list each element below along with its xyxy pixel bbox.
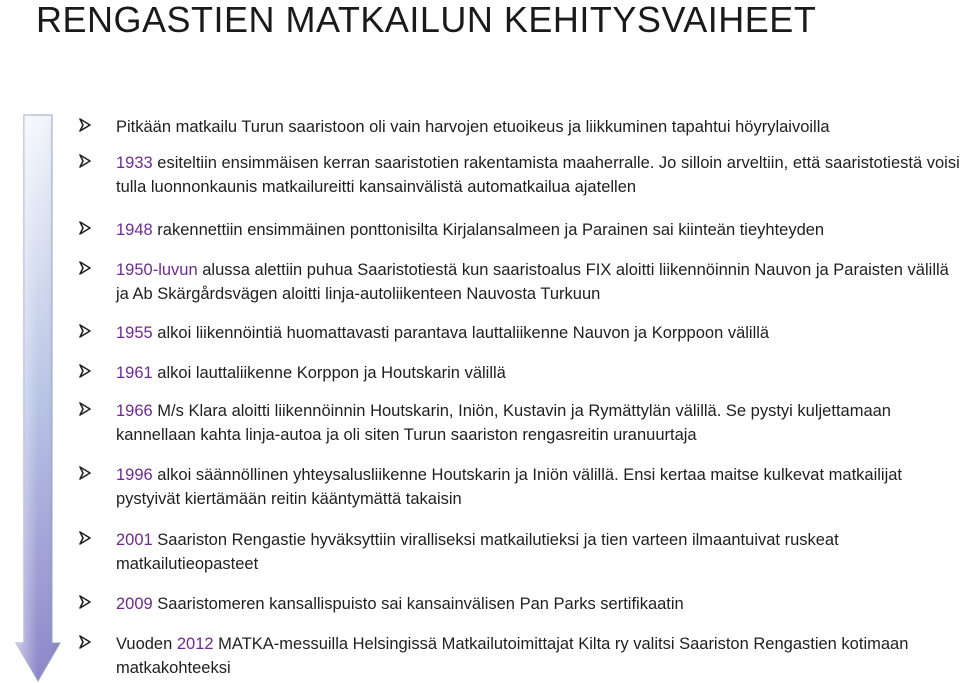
item-year: 1933 bbox=[116, 154, 153, 172]
arrow-bullet-icon bbox=[78, 466, 92, 480]
item-body: MATKA-messuilla Helsingissä Matkailutoimittajat Kilta ry valitsi Saariston Rengastien kotimaan matkakohteeksi bbox=[116, 635, 909, 677]
item-body: alkoi liikennöintiä huomattavasti parantava lauttaliikenne Nauvon ja Korppoon välillä bbox=[152, 324, 770, 342]
item-text bbox=[116, 463, 960, 511]
item-year: 1955 bbox=[116, 324, 153, 342]
item-text bbox=[116, 151, 960, 199]
item-text bbox=[116, 632, 960, 680]
item-year: 2001 bbox=[116, 531, 153, 549]
item-year: 1948 bbox=[116, 221, 153, 239]
item-body: alkoi lauttaliikenne Korppon ja Houtskarin välillä bbox=[152, 364, 506, 382]
item-year: 2012 bbox=[176, 635, 214, 653]
item-text bbox=[116, 321, 960, 345]
arrow-bullet-icon bbox=[78, 531, 92, 545]
item-body: Pitkään matkailu Turun saaristoon oli vain harvojen etuoikeus ja liikkuminen tapahtui höyrylaivoilla bbox=[116, 118, 830, 136]
item-body: Saaristomeren kansallispuisto sai kansainvälisen Pan Parks sertifikaatin bbox=[152, 595, 684, 613]
item-text bbox=[116, 361, 960, 385]
item-body: esiteltiin ensimmäisen kerran saaristotien rakentamista maaherralle. Jo silloin arveltiin, että saaristotiestä voisi tulla luonnonkaunis matkailureitti kansainvälistä automatkailua ajatellen bbox=[116, 154, 960, 196]
item-body: M/s Klara aloitti liikennöinnin Houtskarin, Iniön, Kustavin ja Rymättylän välillä. Se pystyi kuljettamaan kannellaan kahta linja-autoa ja oli siten Turun saariston rengasreitin uranuurtaja bbox=[116, 402, 891, 444]
item-year: 1966 bbox=[116, 402, 153, 420]
arrow-bullet-icon bbox=[78, 635, 92, 649]
arrow-bullet-icon bbox=[78, 324, 92, 338]
item-body: rakennettiin ensimmäinen ponttonisilta Kirjalansalmeen ja Parainen sai kiinteän tieyhteyden bbox=[152, 221, 825, 239]
item-body: Saariston Rengastie hyväksyttiin viralliseksi matkailutieksi ja tien varteen ilmaantuivat ruskeat matkailutieopasteet bbox=[116, 531, 839, 573]
item-year: 1950-luvun bbox=[116, 261, 198, 279]
item-text bbox=[116, 115, 960, 139]
item-text bbox=[116, 218, 960, 242]
arrow-bullet-icon bbox=[78, 364, 92, 378]
item-body: alkoi säännöllinen yhteysalusliikenne Houtskarin ja Iniön välillä. Ensi kertaa maitse kulkevat matkailijat pystyivät kiertämään reitin kääntymättä takaisin bbox=[116, 466, 903, 508]
item-text bbox=[116, 258, 960, 306]
item-prefix: Vuoden bbox=[116, 635, 177, 653]
item-text bbox=[116, 592, 960, 616]
arrow-bullet-icon bbox=[78, 154, 92, 168]
page-title: RENGASTIEN MATKAILUN KEHITYSVAIHEET bbox=[36, 0, 817, 40]
item-text bbox=[116, 399, 960, 447]
item-year: 1996 bbox=[116, 466, 153, 484]
item-body: alussa alettiin puhua Saaristotiestä kun saaristoalus FIX aloitti liikennöinnin Nauvon ja Paraisten välillä ja Ab Skärgårdsvägen aloitti linja-autoliikenteen Nauvosta Turkuun bbox=[116, 261, 949, 303]
arrow-bullet-icon bbox=[78, 595, 92, 609]
item-year: 2009 bbox=[116, 595, 153, 613]
arrow-bullet-icon bbox=[78, 261, 92, 275]
arrow-bullet-icon bbox=[78, 402, 92, 416]
arrow-bullet-icon bbox=[78, 221, 92, 235]
item-text bbox=[116, 528, 960, 576]
item-year: 1961 bbox=[116, 364, 153, 382]
arrow-bullet-icon bbox=[78, 118, 92, 132]
